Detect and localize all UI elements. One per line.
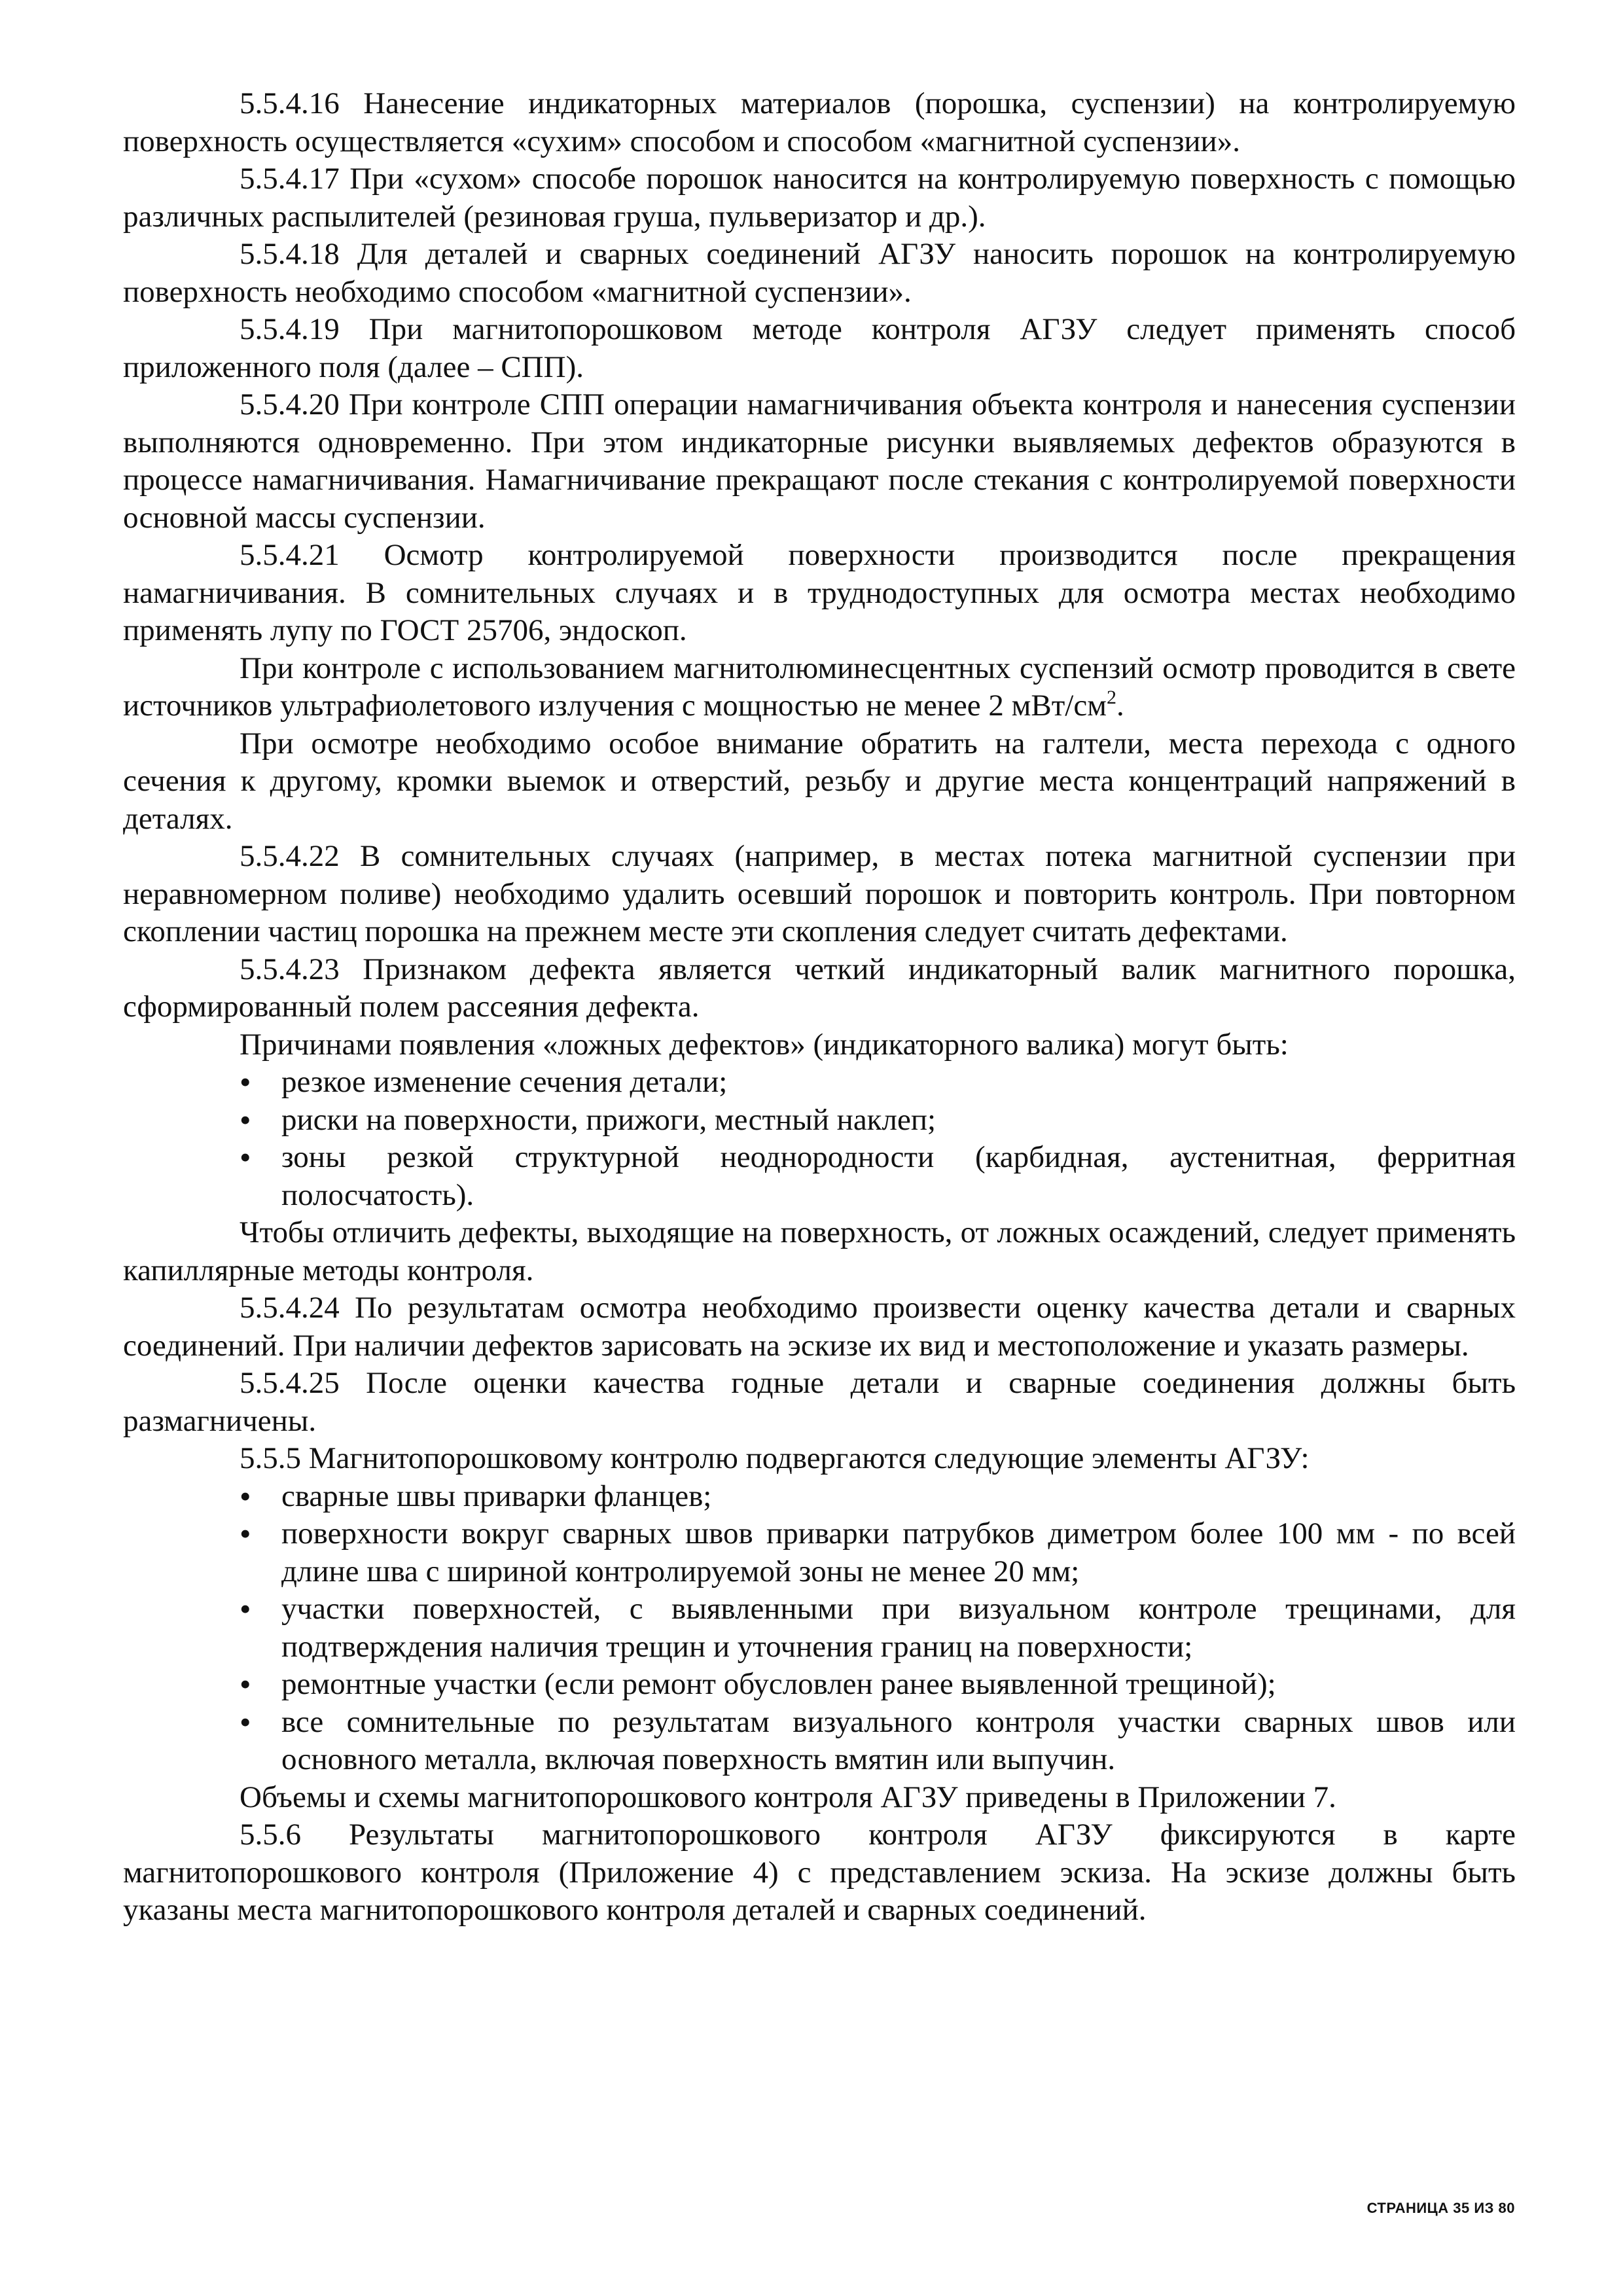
false-defects-list xyxy=(123,1064,1516,1214)
list-item: • зоны резкой структурной неоднородности (карбидная, аустенитная, ферритная полосчатость). xyxy=(240,1139,1516,1214)
inspected-elements-list xyxy=(123,1478,1516,1779)
paragraph-distinguish-defects: Чтобы отличить дефекты, выходящие на поверхность, от ложных осаждений, следует применять капиллярные методы контроля. xyxy=(123,1215,1516,1287)
paragraph-5-5-4-19: 5.5.4.19 При магнитопорошковом методе контроля АГЗУ следует применять способ приложенного поля (далее – СПП). xyxy=(123,312,1516,384)
list-item: • участки поверхностей, с выявленными при визуальном контроле трещинами, для подтверждения наличия трещин и уточнения границ на поверхности; xyxy=(240,1590,1516,1666)
uv-inspection-period: . xyxy=(1116,689,1124,723)
paragraph-5-5-4-23: 5.5.4.23 Признаком дефекта является четкий индикаторный валик магнитного порошка, сформированный полем рассеяния дефекта. xyxy=(123,952,1516,1024)
paragraph-false-defects-intro: Причинами появления «ложных дефектов» (индикаторного валика) могут быть: xyxy=(240,1027,1289,1062)
paragraph-5-5-4-20: 5.5.4.20 При контроле СПП операции намагничивания объекта контроля и нанесения суспензии выполняются одновременно. При этом индикаторные рисунки выявляемых дефектов образуются в процессе намагничивания. Намагничивание прекращают после стекания с контролируемой поверхности основной массы суспензии. xyxy=(123,387,1516,535)
list-item: • сварные швы приварки фланцев; xyxy=(240,1478,1516,1516)
paragraph-5-5-4-22: 5.5.4.22 В сомнительных случаях (например, в местах потека магнитной суспензии при неравномерном поливе) необходимо удалить осевший порошок и повторить контроль. При повторном скоплении частиц порошка на прежнем месте эти скопления следует считать дефектами. xyxy=(123,839,1516,948)
paragraph-5-5-4-24: 5.5.4.24 По результатам осмотра необходимо произвести оценку качества детали и сварных соединений. При наличии дефектов зарисовать на эскизе их вид и местоположение и указать размеры. xyxy=(123,1291,1516,1363)
paragraph-5-5-5: 5.5.5 Магнитопорошковому контролю подвергаются следующие элементы АГЗУ: xyxy=(240,1441,1310,1475)
paragraph-5-5-6: 5.5.6 Результаты магнитопорошкового контроля АГЗУ фиксируются в карте магнитопорошкового контроля (Приложение 4) с представлением эскиза. На эскизе должны быть указаны места магнитопорошкового контроля деталей и сварных соединений. xyxy=(123,1818,1516,1927)
list-item: • поверхности вокруг сварных швов приварки патрубков диметром более 100 мм - по всей длине шва с шириной контролируемой зоны не менее 20 мм; xyxy=(240,1515,1516,1590)
paragraph-uv-inspection xyxy=(123,650,1516,725)
paragraph-5-5-4-18: 5.5.4.18 Для деталей и сварных соединений АГЗУ наносить порошок на контролируемую поверхность необходимо способом «магнитной суспензии». xyxy=(123,237,1516,309)
list-item: • все сомнительные по результатам визуального контроля участки сварных швов или основного металла, включая поверхность вмятин или выпучин. xyxy=(240,1704,1516,1779)
list-item: • риски на поверхности, прижоги, местный наклеп; xyxy=(240,1102,1516,1139)
document-page xyxy=(123,85,1516,1929)
uv-inspection-text: При контроле с использованием магнитолюминесцентных суспензий осмотр проводится в свете источников ультрафиолетового излучения с мощностью не менее 2 мВт/см xyxy=(123,651,1516,723)
paragraph-5-5-4-25: 5.5.4.25 После оценки качества годные детали и сварные соединения должны быть размагничены. xyxy=(123,1366,1516,1438)
list-item: • резкое изменение сечения детали; xyxy=(240,1064,1516,1102)
paragraph-5-5-4-17: 5.5.4.17 При «сухом» способе порошок наносится на контролируемую поверхность с помощью различных распылителей (резиновая груша, пульверизатор и др.). xyxy=(123,162,1516,234)
page-number-footer: СТРАНИЦА 35 ИЗ 80 xyxy=(1366,2200,1515,2216)
list-item: • ремонтные участки (если ремонт обусловлен ранее выявленной трещиной); xyxy=(240,1666,1516,1704)
superscript-2: 2 xyxy=(1106,687,1116,708)
paragraph-inspection-attention: При осмотре необходимо особое внимание обратить на галтели, места перехода с одного сечения к другому, кромки выемок и отверстий, резьбу и другие места концентраций напряжений в деталях. xyxy=(123,726,1516,836)
paragraph-volumes-schemes: Объемы и схемы магнитопорошкового контроля АГЗУ приведены в Приложении 7. xyxy=(240,1780,1336,1814)
paragraph-5-5-4-16: 5.5.4.16 Нанесение индикаторных материалов (порошка, суспензии) на контролируемую поверхность осуществляется «сухим» способом и способом «магнитной суспензии». xyxy=(123,86,1516,158)
paragraph-5-5-4-21: 5.5.4.21 Осмотр контролируемой поверхности производится после прекращения намагничивания. В сомнительных случаях и в труднодоступных для осмотра местах необходимо применять лупу по ГОСТ 25706, эндоскоп. xyxy=(123,538,1516,647)
